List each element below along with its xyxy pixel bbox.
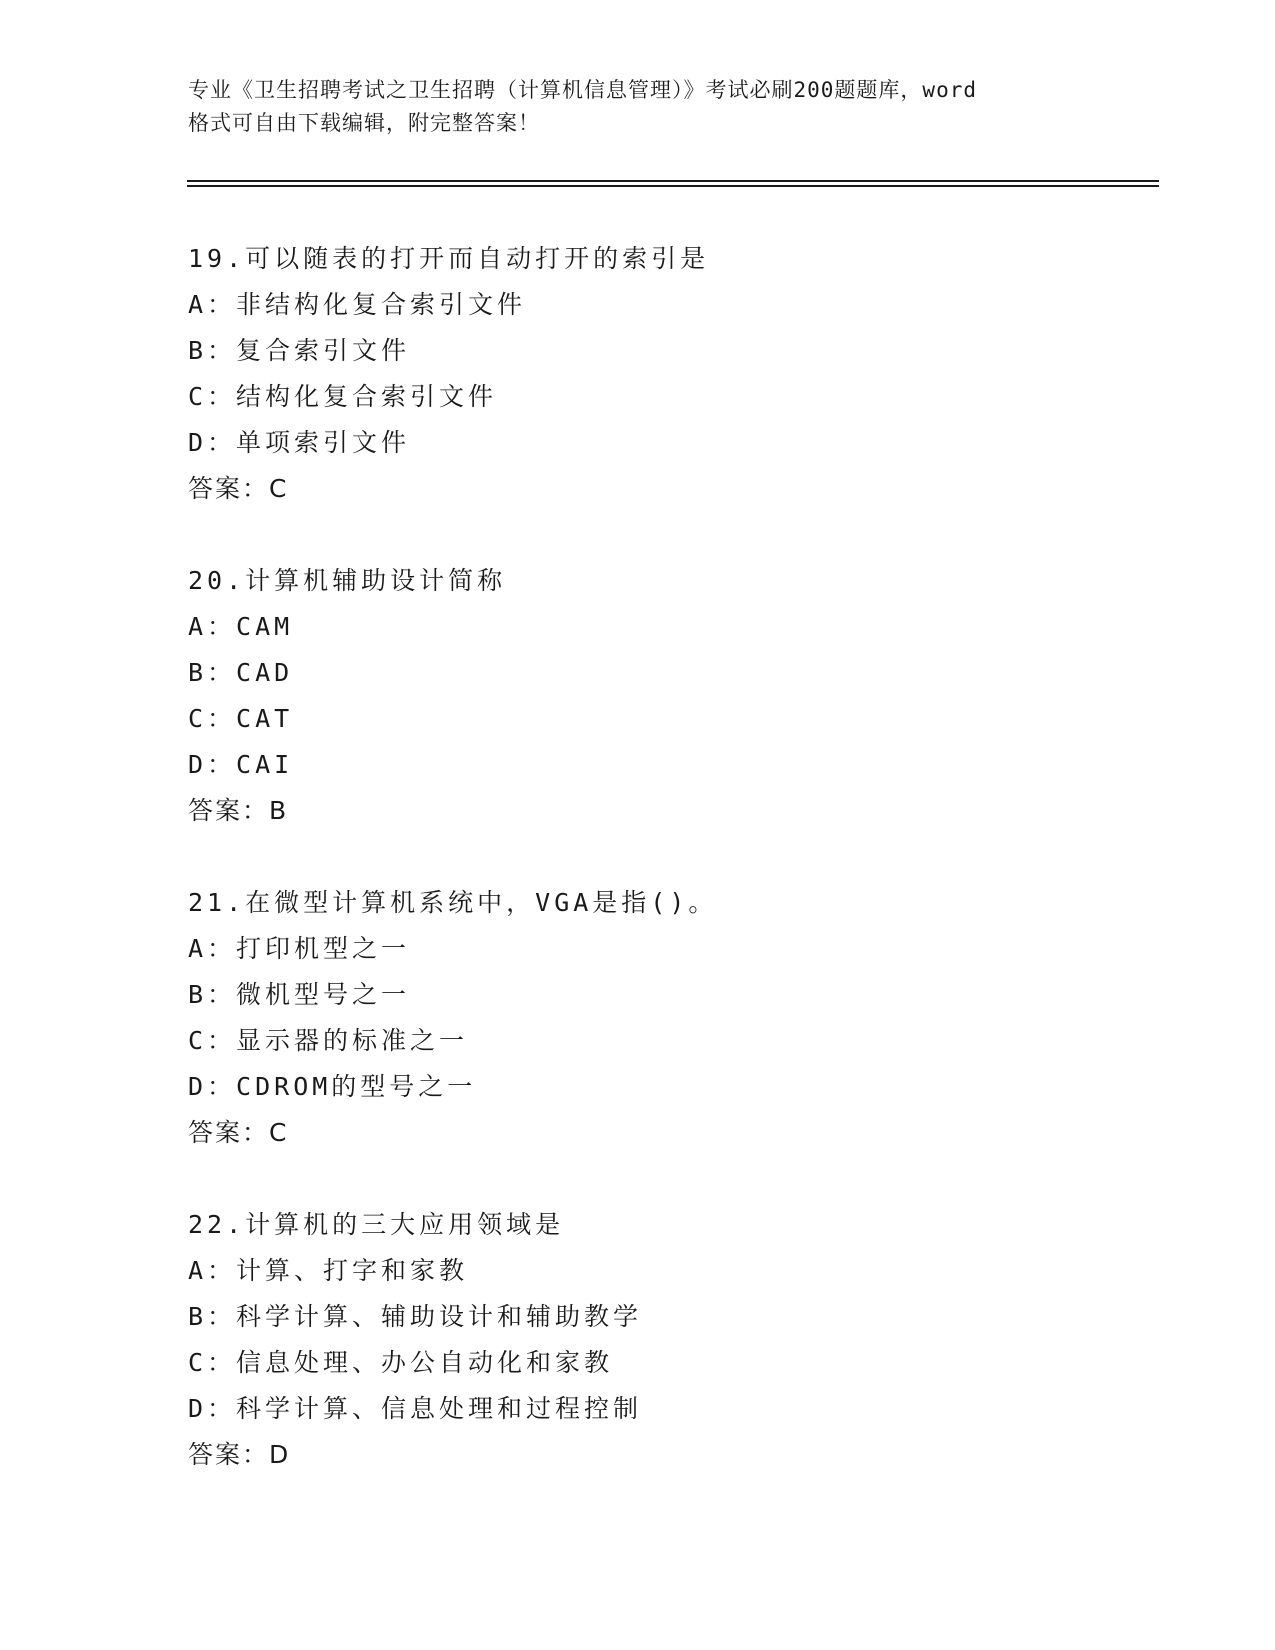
option-b: B：复合索引文件 bbox=[188, 336, 411, 365]
answer: 答案：D bbox=[188, 1440, 291, 1469]
answer: 答案：C bbox=[188, 474, 289, 503]
question-stem: 21.在微型计算机系统中，VGA是指()。 bbox=[188, 888, 718, 917]
document-header bbox=[188, 74, 1088, 140]
header-divider-top bbox=[187, 180, 1159, 182]
question-21 bbox=[188, 880, 1148, 1156]
option-a: A：计算、打字和家教 bbox=[188, 1256, 469, 1285]
question-stem: 22.计算机的三大应用领域是 bbox=[188, 1210, 565, 1239]
answer: 答案：C bbox=[188, 1118, 289, 1147]
answer: 答案：B bbox=[188, 796, 289, 825]
option-b: B：CAD bbox=[188, 658, 294, 687]
option-d: D：CAI bbox=[188, 750, 294, 779]
header-divider-bottom bbox=[187, 185, 1159, 187]
question-stem: 20.计算机辅助设计简称 bbox=[188, 566, 507, 595]
option-a: A：CAM bbox=[188, 612, 294, 641]
question-list bbox=[188, 236, 1148, 1524]
option-d: D：科学计算、信息处理和过程控制 bbox=[188, 1394, 643, 1423]
header-title-line-1: 专业《卫生招聘考试之卫生招聘（计算机信息管理）》考试必刷200题题库，word bbox=[188, 78, 977, 102]
question-20 bbox=[188, 558, 1148, 834]
option-a: A：打印机型之一 bbox=[188, 934, 411, 963]
option-c: C：CAT bbox=[188, 704, 294, 733]
option-a: A：非结构化复合索引文件 bbox=[188, 290, 527, 319]
option-d: D：单项索引文件 bbox=[188, 428, 411, 457]
option-d: D：CDROM的型号之一 bbox=[188, 1072, 477, 1101]
option-b: B：科学计算、辅助设计和辅助教学 bbox=[188, 1302, 643, 1331]
option-c: C：结构化复合索引文件 bbox=[188, 382, 498, 411]
option-c: C：信息处理、办公自动化和家教 bbox=[188, 1348, 614, 1377]
question-19 bbox=[188, 236, 1148, 512]
option-c: C：显示器的标准之一 bbox=[188, 1026, 469, 1055]
question-22 bbox=[188, 1202, 1148, 1478]
option-b: B：微机型号之一 bbox=[188, 980, 411, 1009]
question-stem: 19.可以随表的打开而自动打开的索引是 bbox=[188, 244, 710, 273]
header-title-line-2: 格式可自由下载编辑，附完整答案！ bbox=[188, 111, 540, 135]
